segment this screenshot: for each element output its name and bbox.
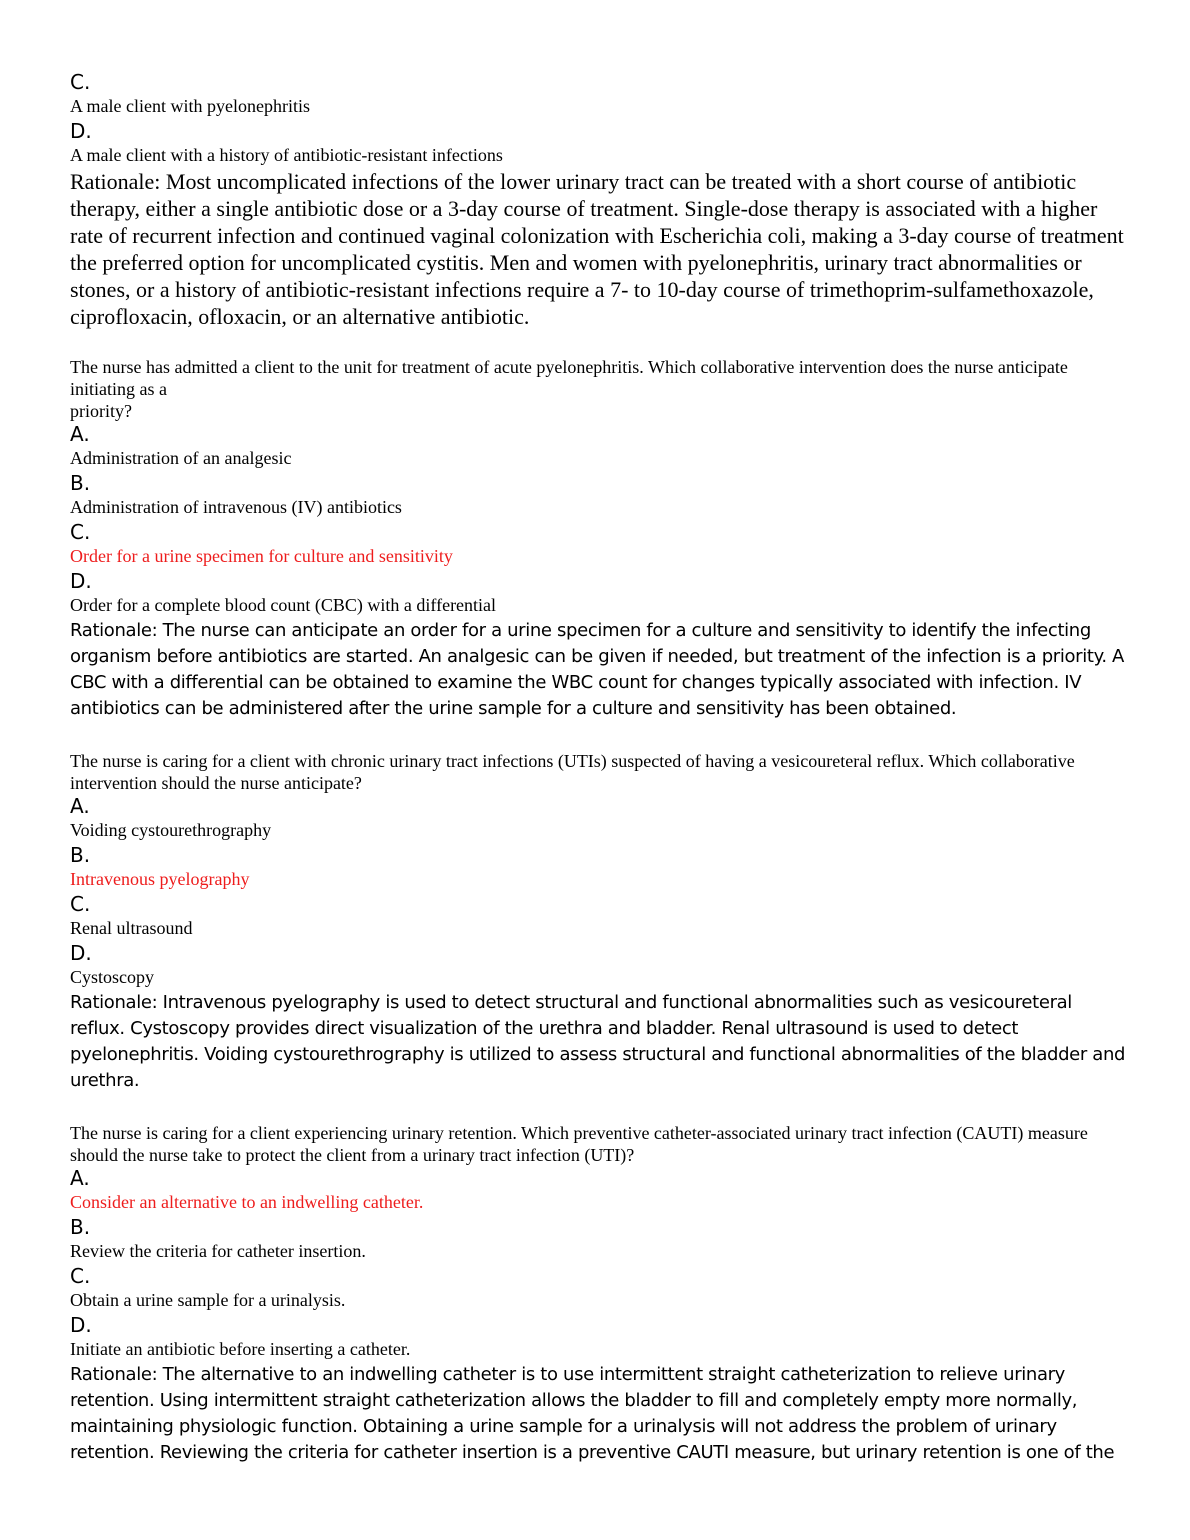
option-text: Review the criteria for catheter insertion. — [70, 1241, 366, 1261]
option-letter: C. — [70, 1264, 91, 1288]
rationale-text: Rationale: Intravenous pyelography is used to detect structural and functional abnormalities such as vesicoureteral reflux. Cystoscopy provides direct visualization of the urethra and bladder. Renal ultrasound is used to detect pyelonephritis. Voiding cystourethrography is utilized to assess structural and functional abnormalities of the bladder and urethra. — [70, 992, 1126, 1091]
document-page — [70, 70, 1130, 1466]
option-text: Administration of intravenous (IV) antibiotics — [70, 497, 402, 517]
rationale-text: Rationale: The alternative to an indwelling catheter is to use intermittent straight catheterization to relieve urinary retention. Using intermittent straight catheterization allows the bladder to fill and completely empty more normally, maintaining physiologic function. Obtaining a urine sample for a urinalysis will not address the problem of urinary retention. Reviewing the criteria for catheter insertion is a preventive CAUTI measure, but urinary retention is one of the — [70, 1364, 1115, 1463]
option-text: Administration of an analgesic — [70, 448, 292, 468]
option-text: Obtain a urine sample for a urinalysis. — [70, 1290, 346, 1310]
rationale-text: Rationale: Most uncomplicated infections of the lower urinary tract can be treated with a short course of antibiotic therapy, either a single antibiotic dose or a 3-day course of treatment. Single-dose therapy is associated with a higher rate of recurrent infection and continued vaginal colonization with Escherichia coli, making a 3-day course of treatment the preferred option for uncomplicated cystitis. Men and women with pyelonephritis, urinary tract abnormalities or stones, or a history of antibiotic-resistant infections require a 7- to 10-day course of trimethoprim-sulfamethoxazole, ciprofloxacin, ofloxacin, or an alternative antibiotic. — [70, 169, 1124, 329]
option-letter: A. — [70, 1166, 90, 1190]
option-letter: D. — [70, 119, 92, 143]
option-letter: D. — [70, 941, 92, 965]
option-letter: C. — [70, 70, 91, 94]
option-letter: B. — [70, 843, 91, 867]
option-text: A male client with a history of antibiotic-resistant infections — [70, 145, 503, 165]
option-letter: A. — [70, 422, 90, 446]
correct-option-text: Intravenous pyelography — [70, 869, 250, 889]
option-letter: C. — [70, 520, 91, 544]
previous-question-section — [70, 70, 1130, 330]
rationale-text: Rationale: The nurse can anticipate an order for a urine specimen for a culture and sensitivity to identify the infecting organism before antibiotics are started. An analgesic can be given if needed, but treatment of the infection is a priority. A CBC with a differential can be obtained to examine the WBC count for changes typically associated with infection. IV antibiotics can be administered after the urine sample for a culture and sensitivity has been obtained. — [70, 620, 1125, 719]
question-text: The nurse is caring for a client with chronic urinary tract infections (UTIs) suspected of having a vesicoureteral reflux. Which collaborative intervention should the nurse anticipate? — [70, 751, 1075, 793]
question-text-continued: priority? — [70, 401, 132, 421]
option-letter: B. — [70, 471, 91, 495]
option-text: Voiding cystourethrography — [70, 820, 272, 840]
correct-option-text: Order for a urine specimen for culture and sensitivity — [70, 546, 453, 566]
option-letter: D. — [70, 1313, 92, 1337]
option-letter: B. — [70, 1215, 91, 1239]
option-text: Renal ultrasound — [70, 918, 193, 938]
option-text: Initiate an antibiotic before inserting a catheter. — [70, 1339, 411, 1359]
question-text: The nurse is caring for a client experiencing urinary retention. Which preventive catheter-associated urinary tract infection (CAUTI) measure should the nurse take to protect the client from a urinary tract infection (UTI)? — [70, 1123, 1088, 1165]
question-block — [70, 356, 1130, 722]
correct-option-text: Consider an alternative to an indwelling catheter. — [70, 1192, 424, 1212]
question-block — [70, 750, 1130, 1094]
question-block — [70, 1122, 1130, 1466]
option-letter: C. — [70, 892, 91, 916]
option-text: A male client with pyelonephritis — [70, 96, 310, 116]
option-letter: D. — [70, 569, 92, 593]
option-text: Cystoscopy — [70, 967, 155, 987]
question-text: The nurse has admitted a client to the unit for treatment of acute pyelonephritis. Which collaborative intervention does the nurse anticipate initiating as a — [70, 357, 1068, 399]
option-letter: A. — [70, 794, 90, 818]
option-text: Order for a complete blood count (CBC) with a differential — [70, 595, 497, 615]
